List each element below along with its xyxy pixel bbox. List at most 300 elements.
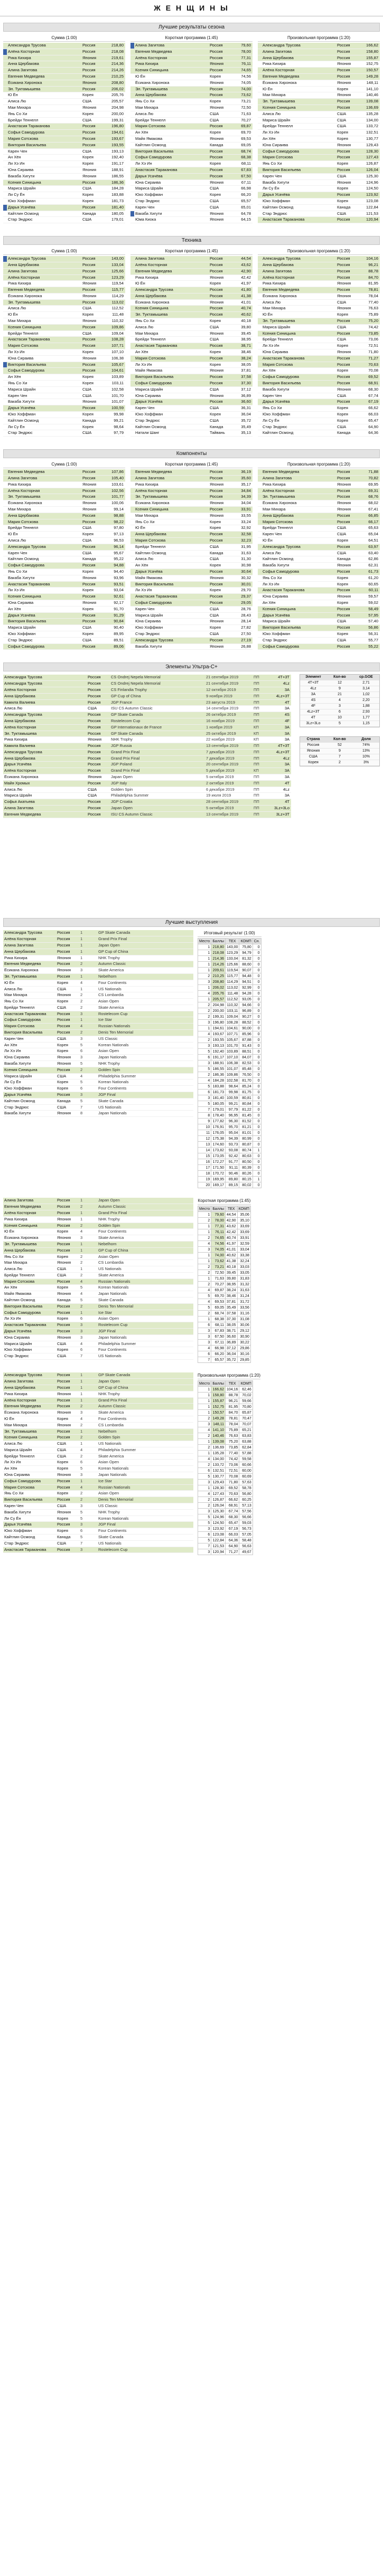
skater-name: Алёна Косторная bbox=[263, 68, 295, 73]
grid-row bbox=[198, 1264, 251, 1270]
score-value: 89,95 bbox=[114, 631, 124, 636]
score-value: 66,62 bbox=[368, 405, 378, 411]
ranking-row bbox=[258, 174, 380, 180]
skater-country: Россия bbox=[57, 1241, 70, 1246]
skater-country: США bbox=[337, 173, 347, 178]
grid-cell: 5 bbox=[198, 1538, 211, 1543]
skater-name: Алиса Лю bbox=[135, 324, 154, 329]
skater-country: Россия bbox=[210, 637, 223, 642]
grid-cell: 2 bbox=[198, 1282, 211, 1287]
grid-cell: 75,89 bbox=[226, 1427, 239, 1433]
grid-row bbox=[198, 956, 261, 962]
skater-name: Виктория Васильева bbox=[8, 142, 46, 147]
perf-block-1 bbox=[3, 930, 380, 1188]
grid-cell: 119,54 bbox=[226, 968, 239, 973]
row-marker bbox=[130, 393, 134, 399]
grid-cell: 4 bbox=[198, 1456, 211, 1462]
skater-country: Япония bbox=[210, 179, 224, 185]
ranking-row bbox=[3, 644, 125, 650]
performance-row bbox=[3, 1485, 193, 1491]
score-value: 93,96 bbox=[114, 575, 124, 580]
mini-cell: 4T+3T bbox=[307, 681, 319, 685]
ranking-row bbox=[258, 136, 380, 143]
element-row bbox=[3, 743, 291, 750]
score-value: 73,06 bbox=[368, 337, 378, 342]
skater-name: Карен Чен bbox=[263, 532, 282, 537]
score-value: 58,49 bbox=[368, 606, 378, 611]
skater-country: США bbox=[57, 1272, 67, 1277]
row-marker bbox=[258, 149, 261, 155]
ranking-row bbox=[3, 476, 125, 482]
grid-cell: 183,88 bbox=[211, 1084, 226, 1090]
skater-name: Дарья Усачёва bbox=[4, 1329, 32, 1334]
score-value: 72,51 bbox=[368, 343, 378, 348]
placement: 1 bbox=[80, 1397, 83, 1403]
ranking-row bbox=[3, 356, 125, 362]
skater-country: Корея bbox=[337, 600, 348, 605]
ranking-row bbox=[130, 563, 253, 569]
score-value: 101,70 bbox=[111, 393, 124, 398]
row-marker bbox=[3, 588, 7, 593]
grid-cell: 193,55 bbox=[211, 1037, 226, 1043]
ranking-row bbox=[130, 130, 253, 136]
ranking-row bbox=[3, 192, 125, 198]
grid-cell: 42,42 bbox=[226, 1229, 238, 1235]
skater-name: Александра Трусова bbox=[4, 681, 42, 686]
skater-country: Россия bbox=[82, 619, 96, 624]
ranking-row bbox=[3, 325, 125, 331]
placement: 5 bbox=[80, 1509, 83, 1514]
skater-name: Анастасия Тараканова bbox=[135, 167, 178, 172]
row-marker bbox=[130, 118, 134, 124]
grid-cell: 68,11 bbox=[211, 1322, 226, 1328]
skater-country: США bbox=[210, 556, 219, 562]
perf-grid-short-wrap bbox=[198, 1198, 251, 1363]
skater-country: Россия bbox=[57, 1478, 70, 1483]
grid-cell: 62,46 bbox=[239, 1387, 253, 1393]
grid-cell: 87,88 bbox=[239, 1037, 253, 1043]
ranking-row bbox=[3, 205, 125, 211]
skater-name: Анна Щербакова bbox=[4, 693, 35, 698]
skater-country: Россия bbox=[82, 68, 96, 73]
skater-name: Евгения Медведева bbox=[135, 268, 172, 273]
skater-name: Дарья Усачёва bbox=[8, 204, 35, 210]
ranking-row bbox=[130, 469, 253, 476]
skater-name: Юна Сираива bbox=[135, 393, 161, 398]
performance-row bbox=[3, 1092, 193, 1098]
ranking-row bbox=[130, 312, 253, 318]
grid-row bbox=[198, 1404, 253, 1410]
element-row bbox=[3, 731, 291, 737]
row-marker bbox=[130, 644, 134, 650]
event-name: Asian Open bbox=[98, 1316, 119, 1321]
grid-row bbox=[198, 1480, 253, 1485]
score-value: 69,52 bbox=[368, 374, 378, 380]
grid-row bbox=[198, 1153, 261, 1159]
skater-name: Маи Михара bbox=[8, 105, 31, 110]
grid-cell: 199,31 bbox=[211, 1014, 226, 1020]
skater-name: Дарья Усачёва bbox=[263, 612, 290, 618]
grid-cell: 6 bbox=[198, 1532, 211, 1538]
placement: 1 bbox=[80, 1247, 83, 1253]
ranking-row bbox=[3, 74, 125, 80]
row-marker bbox=[3, 405, 7, 411]
ranking-row bbox=[258, 205, 380, 211]
grid-cell: 79,60 bbox=[211, 1212, 226, 1218]
skater-country: Россия bbox=[337, 399, 350, 404]
skater-country: Россия bbox=[82, 142, 96, 147]
score-value: 35,72 bbox=[241, 418, 251, 423]
skater-country: Япония bbox=[210, 500, 224, 506]
skater-country: Россия bbox=[337, 643, 350, 649]
event-name: Russian Nationals bbox=[98, 1024, 130, 1029]
performance-row bbox=[3, 1273, 193, 1279]
score-value: 123,08 bbox=[366, 198, 378, 203]
skater-name: Мариса Шрайн bbox=[263, 619, 291, 624]
ranking-row bbox=[258, 275, 380, 281]
skater-country: США bbox=[57, 1104, 67, 1110]
mini-header-cell: Кол-во bbox=[333, 737, 346, 742]
score-value: 94,40 bbox=[114, 569, 124, 574]
skater-country: Япония bbox=[57, 1334, 71, 1340]
grid-row bbox=[198, 1276, 251, 1282]
skater-country: США bbox=[337, 117, 347, 122]
grid-cell: 73,21 bbox=[211, 1264, 226, 1270]
skater-name: Ан Хён bbox=[263, 600, 276, 605]
skater-name: Стар Эндрюс bbox=[8, 217, 33, 222]
ranking-row bbox=[130, 476, 253, 482]
grid-cell: 209,61 bbox=[211, 968, 226, 973]
row-marker bbox=[258, 544, 261, 550]
skater-country: Россия bbox=[57, 1067, 70, 1072]
score-value: 32,23 bbox=[241, 537, 251, 543]
grid-cell: 1 bbox=[198, 950, 211, 956]
event-name: JGP Final bbox=[98, 1329, 116, 1334]
score-value: 65,57 bbox=[241, 198, 251, 203]
skater-country: Япония bbox=[82, 600, 97, 605]
grid-cell: 96,21 bbox=[226, 1398, 239, 1404]
element-row bbox=[3, 787, 291, 793]
grid-cell: 33,03 bbox=[237, 1264, 250, 1270]
skater-country: США bbox=[337, 111, 347, 116]
score-value: 89,51 bbox=[114, 637, 124, 642]
score-value: 148,11 bbox=[366, 80, 378, 85]
ranking-row bbox=[3, 136, 125, 143]
ranking-row bbox=[258, 619, 380, 625]
perf-list-total bbox=[3, 930, 193, 1188]
mini-row bbox=[300, 686, 379, 692]
row-marker bbox=[3, 476, 7, 481]
skater-name: Ю Ён bbox=[263, 537, 273, 543]
grid-row bbox=[198, 1549, 253, 1555]
skater-country: Россия bbox=[88, 768, 101, 773]
event-name: Rostelecom Cup bbox=[98, 1011, 128, 1016]
score-value: 96,21 bbox=[368, 262, 378, 267]
skater-name: Ёсикана Хиронока bbox=[135, 500, 170, 506]
skater-country: Россия bbox=[337, 544, 350, 549]
skater-name: Карен Чен bbox=[135, 204, 155, 210]
grid-cell: 125,30 bbox=[211, 1509, 226, 1514]
element-row bbox=[3, 737, 291, 743]
skater-name: Брейди Теннелл bbox=[4, 1453, 35, 1459]
skater-country: Россия bbox=[57, 1372, 70, 1378]
ranking-row bbox=[258, 74, 380, 80]
skater-country: Корея bbox=[210, 281, 221, 286]
grid-cell: 4 bbox=[198, 1287, 211, 1293]
grid-cell: 74,00 bbox=[211, 1253, 226, 1258]
score-value: 35,17 bbox=[241, 481, 251, 487]
skater-country: Япония bbox=[337, 306, 351, 311]
ranking-row bbox=[3, 631, 125, 638]
skater-name: Алёна Косторная bbox=[135, 262, 167, 267]
skater-name: Мария Сотскова bbox=[8, 519, 39, 524]
event-name: Philadelphia Summer bbox=[98, 1447, 136, 1452]
skater-country: Корея bbox=[57, 1229, 68, 1234]
row-marker bbox=[130, 494, 134, 500]
skater-name: Алиса Лю bbox=[8, 537, 26, 543]
event-name: JGP Croatia bbox=[111, 799, 133, 804]
grid-cell: 59,66 bbox=[239, 1398, 253, 1404]
element-code: 3A bbox=[284, 737, 289, 742]
ranking-row bbox=[130, 399, 253, 405]
event-name: Autumn Classic bbox=[98, 961, 126, 967]
grid-cell: 204,98 bbox=[211, 1002, 226, 1008]
skater-country: Япония bbox=[210, 513, 224, 518]
ranking-row bbox=[258, 87, 380, 93]
event-name: GP Skate Canada bbox=[111, 712, 143, 717]
skater-name: Виктория Васильева bbox=[4, 1497, 43, 1502]
skater-name: Юко Хоффман bbox=[8, 631, 36, 636]
element-row bbox=[3, 675, 291, 681]
skater-country: Россия bbox=[210, 92, 223, 98]
ranking-row bbox=[258, 331, 380, 337]
skater-country: США bbox=[210, 612, 219, 618]
score-value: 115,77 bbox=[111, 287, 124, 292]
row-marker bbox=[130, 625, 134, 631]
skater-country: Корея bbox=[57, 999, 68, 1004]
score-value: 38,46 bbox=[241, 349, 251, 355]
grid-row bbox=[198, 1241, 251, 1247]
skater-name: Маи Михара bbox=[4, 1422, 27, 1427]
score-value: 69,87 bbox=[241, 124, 251, 129]
row-marker bbox=[3, 418, 7, 424]
grid-cell: 2 bbox=[198, 1503, 211, 1509]
grid-row bbox=[198, 968, 261, 973]
skater-name: Ксения Синицына bbox=[263, 606, 296, 611]
event-name: Rostelecom Cup bbox=[98, 1547, 128, 1552]
score-value: 67,50 bbox=[241, 173, 251, 178]
ranking-row bbox=[3, 287, 125, 293]
score-value: 76,11 bbox=[241, 61, 251, 67]
skater-name: Дарья Усачёва bbox=[8, 405, 35, 411]
grid-cell: 3 bbox=[198, 1480, 211, 1485]
grid-cell: 4 bbox=[198, 1241, 211, 1247]
ranking-row bbox=[3, 349, 125, 356]
score-value: 133,04 bbox=[111, 262, 124, 267]
skater-name: Ан Хён bbox=[8, 155, 21, 160]
grid-row bbox=[198, 1218, 251, 1224]
skater-name: Эл. Туктамышева bbox=[4, 973, 37, 979]
skater-country: Корея bbox=[337, 312, 348, 317]
skater-name: Эл. Туктамышева bbox=[4, 731, 37, 736]
skater-name: Дарья Усачёва bbox=[135, 569, 163, 574]
grid-cell: 99,21 bbox=[226, 1101, 239, 1107]
ranking-row bbox=[3, 337, 125, 343]
event-date: 19 июля 2019 bbox=[206, 793, 231, 798]
skater-country: Корея bbox=[337, 418, 348, 423]
event-date: 12 октября 2019 bbox=[206, 687, 236, 692]
performance-row bbox=[3, 1304, 193, 1310]
skater-name: Эл. Туктамышева bbox=[8, 494, 41, 499]
grid-cell: 13 bbox=[198, 1142, 211, 1148]
skater-country: Япония bbox=[82, 500, 97, 506]
grid-cell: 1 bbox=[198, 1404, 211, 1410]
event-name: Philadelphia Summer bbox=[98, 1341, 136, 1346]
skater-name: Стар Эндрюс bbox=[4, 1540, 29, 1546]
ranking-row bbox=[130, 556, 253, 563]
skater-country: Россия bbox=[57, 1011, 70, 1016]
grid-cell: 67,50 bbox=[211, 1334, 226, 1340]
skater-name: Мария Сотскова bbox=[135, 355, 166, 361]
grid-cell: 2 bbox=[198, 1008, 211, 1014]
grid-cell: 123,29 bbox=[226, 950, 239, 956]
skater-country: Россия bbox=[88, 755, 101, 761]
mini-cell: 4Lz+3T bbox=[307, 710, 320, 714]
skater-name: Алиса Лю bbox=[135, 556, 154, 562]
grid-cell: 0 bbox=[253, 997, 261, 1002]
skater-name: Анна Щербакова bbox=[4, 1385, 35, 1390]
score-value: 68,91 bbox=[368, 381, 378, 386]
skater-name: Рика Кихира bbox=[263, 481, 286, 487]
segment: ПП bbox=[254, 693, 259, 698]
grid-cell: 56,73 bbox=[239, 1526, 253, 1532]
skater-country: Россия bbox=[57, 1397, 70, 1403]
skater-name: Анастасия Тараканова bbox=[135, 594, 178, 599]
score-value: 74,05 bbox=[241, 80, 251, 85]
ranking-row bbox=[3, 563, 125, 569]
skater-country: Канада bbox=[337, 204, 351, 210]
ranking-column bbox=[130, 461, 253, 650]
skater-country: Россия bbox=[337, 49, 350, 54]
grid-cell: 3 bbox=[198, 1509, 211, 1514]
score-value: 97,80 bbox=[114, 525, 124, 531]
skater-country: Россия bbox=[88, 693, 101, 698]
ranking-row bbox=[258, 198, 380, 205]
skater-country: Япония bbox=[210, 80, 224, 85]
grid-cell: 31,08 bbox=[237, 1317, 250, 1322]
placement: 1 bbox=[80, 1441, 83, 1446]
skater-name: Анастасия Тараканова bbox=[4, 1547, 46, 1552]
grid-cell: 169,95 bbox=[211, 1177, 226, 1182]
score-value: 69,53 bbox=[241, 136, 251, 141]
row-marker bbox=[3, 300, 7, 306]
skater-country: Япония bbox=[82, 399, 97, 404]
mini-cell: 74% bbox=[362, 743, 370, 747]
row-marker bbox=[3, 186, 7, 192]
skater-name: Рика Кихира bbox=[263, 61, 286, 67]
row-marker bbox=[258, 143, 261, 148]
skater-name: Алиса Лю bbox=[4, 1266, 23, 1272]
skater-country: Корея bbox=[82, 198, 94, 203]
skater-country: Россия bbox=[57, 1435, 70, 1440]
skater-country: Россия bbox=[210, 287, 223, 292]
performance-row bbox=[3, 1079, 193, 1086]
score-value: 75,20 bbox=[368, 318, 378, 324]
skater-country: США bbox=[337, 424, 347, 429]
event-date: 21 сентября 2019 bbox=[206, 681, 239, 686]
score-value: 41,97 bbox=[241, 281, 251, 286]
ranking-row bbox=[130, 205, 253, 211]
skater-name: Алина Загитова bbox=[135, 43, 165, 48]
grid-row bbox=[198, 1066, 261, 1072]
grid-title: Короткая программа (1:45) bbox=[198, 1198, 251, 1205]
grid-cell: 57,63 bbox=[239, 1480, 253, 1485]
skater-name: Алёна Косторная bbox=[4, 1210, 36, 1215]
row-marker bbox=[130, 312, 134, 318]
performance-row bbox=[3, 1043, 193, 1049]
skater-name: Вакаба Хигути bbox=[4, 1061, 31, 1066]
ranking-row bbox=[3, 256, 125, 262]
ranking-row bbox=[130, 387, 253, 393]
ranking-row bbox=[258, 563, 380, 569]
mini-cell: 1,15 bbox=[362, 722, 370, 726]
score-value: 35,49 bbox=[241, 424, 251, 429]
placement: 1 bbox=[80, 1266, 83, 1272]
row-marker bbox=[130, 594, 134, 600]
ranking-row bbox=[130, 644, 253, 650]
score-value: 103,89 bbox=[111, 374, 124, 380]
skater-name: Алёна Косторная bbox=[8, 49, 40, 54]
ranking-row bbox=[3, 312, 125, 318]
event-name: GP Cup of China bbox=[98, 949, 128, 954]
row-marker bbox=[130, 507, 134, 513]
skater-name: Эл. Туктамышева bbox=[263, 99, 295, 104]
grid-cell: 92,99 bbox=[239, 985, 253, 991]
score-value: 28,14 bbox=[241, 619, 251, 624]
skater-country: США bbox=[210, 204, 219, 210]
performance-row bbox=[3, 1410, 193, 1416]
row-marker bbox=[258, 49, 261, 55]
score-value: 124,50 bbox=[366, 186, 378, 191]
grid-cell: 72,51 bbox=[226, 1468, 239, 1474]
performance-row bbox=[3, 999, 193, 1005]
grid-row bbox=[198, 1410, 253, 1416]
score-value: 56,31 bbox=[368, 631, 378, 636]
grid-cell: 70,80 bbox=[239, 1404, 253, 1410]
skater-name: Янь Со Хи bbox=[4, 1254, 24, 1259]
event-name: Four Continents bbox=[98, 1086, 127, 1091]
skater-country: Корея bbox=[337, 368, 348, 373]
grid-cell: 73,62 bbox=[211, 1258, 226, 1264]
skater-country: Россия bbox=[337, 217, 350, 222]
row-marker bbox=[3, 281, 7, 287]
skater-name: Мария Сотскова bbox=[263, 155, 293, 160]
skater-country: Россия bbox=[88, 806, 101, 811]
grid-cell: 60,66 bbox=[239, 1462, 253, 1468]
skater-name: Стар Эндрюс bbox=[263, 424, 287, 429]
score-value: 26,88 bbox=[241, 643, 251, 649]
grid-cell: 65,57 bbox=[211, 1357, 226, 1363]
grid-cell: 33,69 bbox=[237, 1224, 250, 1229]
grid-cell: 56,66 bbox=[239, 1514, 253, 1520]
grid-cell: 122,84 bbox=[211, 1538, 226, 1543]
grid-cell: 80,50 bbox=[239, 1159, 253, 1165]
skater-name: Рика Кихира bbox=[263, 281, 286, 286]
skater-country: Россия bbox=[88, 731, 101, 736]
placement: 3 bbox=[80, 1472, 83, 1478]
ranking-row bbox=[258, 381, 380, 387]
grid-cell: 129,43 bbox=[211, 1480, 226, 1485]
